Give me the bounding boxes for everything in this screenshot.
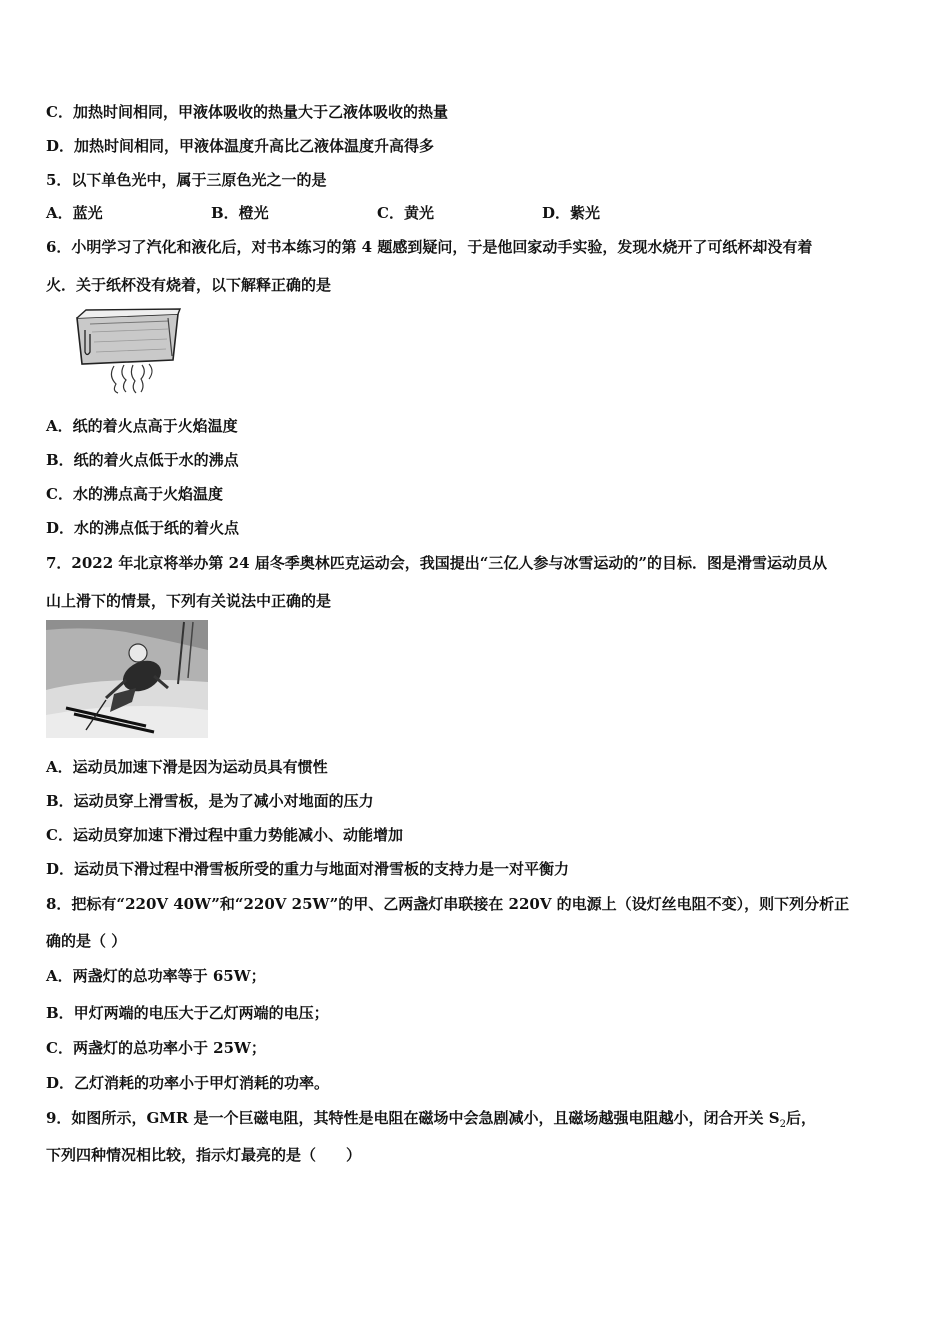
q7-stem-line2: 山上滑下的情景，下列有关说法中正确的是 <box>46 592 332 610</box>
q7-option-a: A．运动员加速下滑是因为运动员具有惯性 <box>46 758 328 776</box>
q6-option-a: A．纸的着火点高于火焰温度 <box>46 417 238 435</box>
q9-stem-line2: 下列四种情况相比较，指示灯最亮的是（ ） <box>46 1146 362 1164</box>
q8-stem-line1: 8．把标有“220V 40W”和“220V 25W”的甲、乙两盏灯串联接在 220V 的电源上（设灯丝电阻不变），则下列分析正 <box>46 895 850 913</box>
q9-stem-text: 9．如图所示，GMR 是一个巨磁电阻，其特性是电阻在磁场中会急剧减小，且磁场越强电阻越小，闭合开关 S <box>46 1109 780 1127</box>
q6-option-b: B．纸的着火点低于水的沸点 <box>46 451 239 469</box>
q5-option-a: A．蓝光 <box>46 204 103 222</box>
q8-option-a: A．两盏灯的总功率等于 65W； <box>46 967 266 985</box>
q8-stem-line2: 确的是（ ） <box>46 932 127 950</box>
q5-option-b: B．橙光 <box>211 204 269 222</box>
q9-s2-subscript: 2 <box>779 1119 786 1130</box>
q5-stem: 5．以下单色光中，属于三原色光之一的是 <box>46 171 327 189</box>
q7-option-d: D．运动员下滑过程中滑雪板所受的重力与地面对滑雪板的支持力是一对平衡力 <box>46 860 570 878</box>
q5-option-c: C．黄光 <box>377 204 434 222</box>
q7-option-c: C．运动员穿加速下滑过程中重力势能减小、动能增加 <box>46 826 403 844</box>
q4-option-d: D．加热时间相同，甲液体温度升高比乙液体温度升高得多 <box>46 137 435 155</box>
q8-option-c: C．两盏灯的总功率小于 25W； <box>46 1039 266 1057</box>
q4-option-c: C．加热时间相同，甲液体吸收的热量大于乙液体吸收的热量 <box>46 103 448 121</box>
q9-stem-line1 <box>46 1108 816 1135</box>
q6-stem-line2: 火．关于纸杯没有烧着，以下解释正确的是 <box>46 276 332 294</box>
paper-cup-figure <box>72 308 184 394</box>
q8-option-d: D．乙灯消耗的功率小于甲灯消耗的功率。 <box>46 1074 330 1092</box>
q9-stem-tail: 后， <box>785 1109 816 1127</box>
q6-option-d: D．水的沸点低于纸的着火点 <box>46 519 240 537</box>
q8-option-b: B．甲灯两端的电压大于乙灯两端的电压； <box>46 1004 329 1022</box>
q7-option-b: B．运动员穿上滑雪板，是为了减小对地面的压力 <box>46 792 374 810</box>
q5-options <box>46 203 666 223</box>
q7-stem-line1: 7．2022 年北京将举办第 24 届冬季奥林匹克运动会，我国提出“三亿人参与冰雪运动的”的目标．图是滑雪运动员从 <box>46 554 827 572</box>
q6-stem-line1: 6．小明学习了汽化和液化后，对书本练习的第 4 题感到疑问，于是他回家动手实验，发现水烧开了可纸杯却没有着 <box>46 238 813 256</box>
q5-option-d: D．紫光 <box>542 204 601 222</box>
skier-photo <box>46 620 208 738</box>
q6-option-c: C．水的沸点高于火焰温度 <box>46 485 223 503</box>
